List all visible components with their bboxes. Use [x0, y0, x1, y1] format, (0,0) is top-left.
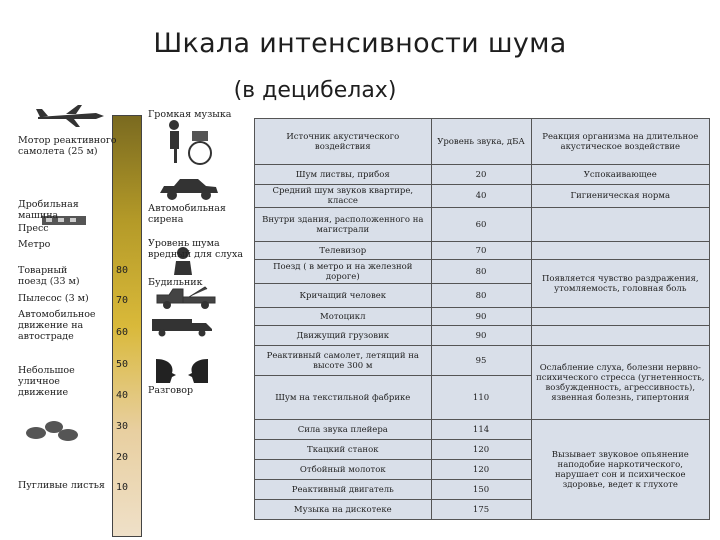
decibel-scale-bar — [112, 115, 142, 537]
level-cell: 70 — [431, 242, 531, 260]
source-cell: Сила звука плейера — [255, 420, 432, 440]
car-icon — [158, 177, 220, 201]
page-title: Шкала интенсивности шума — [153, 28, 567, 59]
leaves-icon — [22, 417, 82, 447]
table-header-row — [255, 119, 710, 165]
two-faces-talking-icon — [150, 357, 214, 383]
scale-label: Будильник — [148, 277, 203, 288]
table-row — [255, 260, 710, 284]
source-cell: Мотоцикл — [255, 308, 432, 326]
table-row — [255, 420, 710, 440]
source-cell: Кричащий человек — [255, 284, 432, 308]
noise-table — [254, 118, 710, 520]
reaction-cell — [531, 308, 709, 326]
source-cell: Отбойный молоток — [255, 460, 432, 480]
source-cell: Поезд ( в метро и на железной дороге) — [255, 260, 432, 284]
musician-icon — [160, 117, 220, 167]
level-cell: 110 — [431, 376, 531, 420]
scale-tick: 60 — [116, 327, 129, 338]
source-cell: Внутри здания, расположенного на магистрали — [255, 208, 432, 242]
level-cell: 40 — [431, 185, 531, 208]
scale-tick: 10 — [116, 482, 129, 493]
source-cell: Ткацкий станок — [255, 440, 432, 460]
table-row — [255, 165, 710, 185]
reaction-cell: Вызывает звуковое опьянение наподобие наркотического, нарушает сон и психическое здоровье, ведет к глухоте — [531, 420, 709, 520]
tow-truck-icon — [155, 285, 219, 311]
scale-label: Пугливые листья — [18, 480, 105, 491]
reaction-cell — [531, 326, 709, 346]
scale-label: Громкая музыка — [148, 109, 232, 120]
level-cell: 90 — [431, 308, 531, 326]
reaction-cell: Ослабление слуха, болезни нервно-психического стресса (угнетенность, возбужденность, агрессивность), язвенная болезнь, гипертония — [531, 346, 709, 420]
scale-tick: 80 — [116, 265, 129, 276]
source-cell: Шум листвы, прибоя — [255, 165, 432, 185]
scale-label: Автомобильное движение на автостраде — [18, 309, 96, 342]
reaction-cell: Гигиеническая норма — [531, 185, 709, 208]
scale-label: Небольшое уличное движение — [18, 365, 75, 398]
source-cell: Музыка на дискотеке — [255, 500, 432, 520]
reaction-cell: Появляется чувство раздражения, утомляемость, головная боль — [531, 260, 709, 308]
scale-label: Мотор реактивного самолета (25 м) — [18, 135, 117, 157]
scale-label: Разговор — [148, 385, 194, 396]
table-row — [255, 185, 710, 208]
level-cell: 20 — [431, 165, 531, 185]
jet-airplane-icon — [36, 103, 106, 129]
table-row — [255, 326, 710, 346]
reaction-cell — [531, 208, 709, 242]
scale-tick: 50 — [116, 359, 129, 370]
source-cell: Реактивный самолет, летящий на высоте 300 м — [255, 346, 432, 376]
scale-tick: 20 — [116, 452, 129, 463]
column-header: Уровень звука, дБА — [431, 119, 531, 165]
level-cell: 120 — [431, 460, 531, 480]
scale-label: Метро — [18, 239, 51, 250]
reaction-cell: Успокаивающее — [531, 165, 709, 185]
scale-tick: 70 — [116, 295, 129, 306]
scale-label: Дробильная машина — [18, 199, 79, 221]
table-row — [255, 208, 710, 242]
source-cell: Телевизор — [255, 242, 432, 260]
table-row — [255, 242, 710, 260]
truck-icon — [150, 315, 220, 337]
level-cell: 114 — [431, 420, 531, 440]
level-cell: 80 — [431, 284, 531, 308]
scale-label: Товарный поезд (33 м) — [18, 265, 80, 287]
scale-label: Автомобильная сирена — [148, 203, 226, 225]
column-header: Реакция организма на длительное акустическое воздействие — [531, 119, 709, 165]
source-cell: Шум на текстильной фабрике — [255, 376, 432, 420]
scale-label: Пылесос (3 м) — [18, 293, 89, 304]
level-cell: 120 — [431, 440, 531, 460]
level-cell: 80 — [431, 260, 531, 284]
level-cell: 175 — [431, 500, 531, 520]
scale-label: Уровень шума вредный для слуха — [148, 238, 244, 260]
scale-tick: 40 — [116, 390, 129, 401]
table-row — [255, 308, 710, 326]
noise-scale-illustration — [0, 95, 255, 540]
page-subtitle: (в децибелах) — [233, 78, 397, 103]
level-cell: 95 — [431, 346, 531, 376]
reaction-cell — [531, 242, 709, 260]
level-cell: 150 — [431, 480, 531, 500]
level-cell: 60 — [431, 208, 531, 242]
source-cell: Реактивный двигатель — [255, 480, 432, 500]
table-row — [255, 346, 710, 376]
level-cell: 90 — [431, 326, 531, 346]
scale-tick: 30 — [116, 421, 129, 432]
column-header: Источник акустического воздействия — [255, 119, 432, 165]
source-cell: Средний шум звуков квартире, классе — [255, 185, 432, 208]
scale-label: Пресс — [18, 223, 49, 234]
source-cell: Движущий грузовик — [255, 326, 432, 346]
